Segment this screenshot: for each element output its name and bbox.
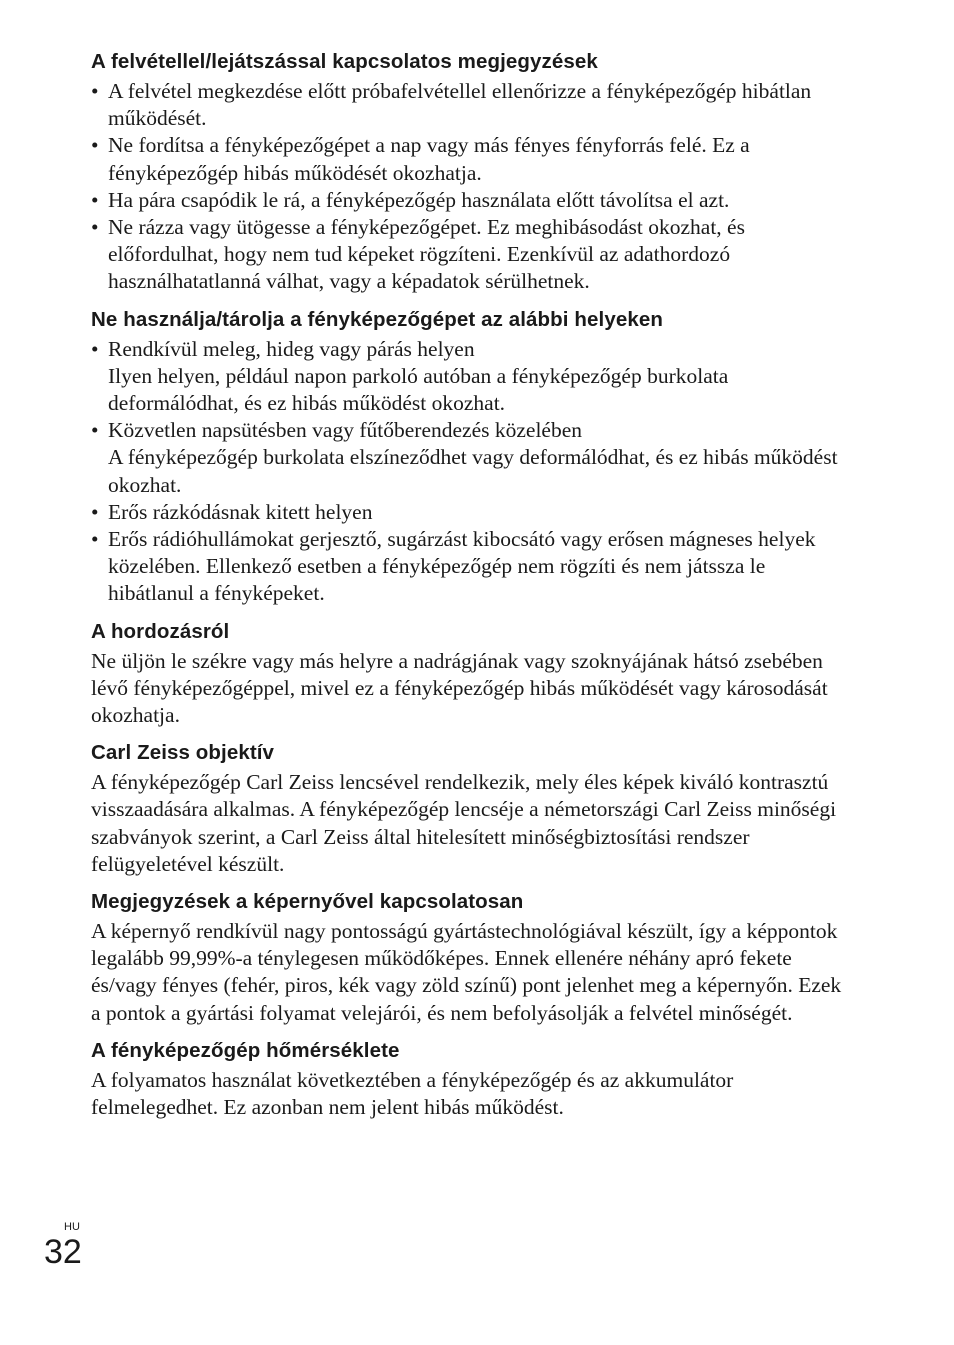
list-item [91,214,851,296]
section-body: Ne üljön le székre vagy más helyre a nadrágjának vagy szoknyájának hátsó zsebében lévő fényképezőgéppel, mivel ez a fényképezőgép hibás működését vagy károsodását okozhatja. [91,648,828,728]
bullet-glyph: • [91,527,99,552]
section-storage-locations [91,306,851,608]
footer-language-code: HU [64,1221,80,1233]
list-item-text: Ha pára csapódik le rá, a fényképezőgép használata előtt távolítsa el azt. [108,187,730,212]
bullet-glyph: • [91,336,99,361]
bullet-glyph: • [91,187,99,212]
list-item-text: Rendkívül meleg, hideg vagy párás helyen [108,336,475,361]
section-carl-zeiss-lens [91,739,851,878]
list-item [91,78,851,132]
list-item [91,336,851,418]
section-screen-notes [91,888,851,1027]
section-title: Carl Zeiss objektív [91,741,275,765]
section-body: A folyamatos használat következtében a fényképezőgép és az akkumulátor felmelegedhet. Ez azonban nem jelent hibás működést. [91,1067,734,1120]
section-title: A fényképezőgép hőmérséklete [91,1038,400,1062]
bullet-list [91,336,851,608]
list-item-subtext: A fényképezőgép burkolata elszíneződhet vagy deformálódhat, és ez hibás működést okozhat. [108,445,838,497]
bullet-glyph: • [91,418,99,443]
list-item-text: Ne fordítsa a fényképezőgépet a nap vagy más fényes fényforrás felé. Ez a fényképezőgép hibás működését okozhatja. [108,133,750,185]
section-body: A fényképezőgép Carl Zeiss lencsével rendelkezik, mely éles képek kiváló kontrasztú visszaadására alkalmas. A fényképezőgép lencséje a németországi Carl Zeiss minőségi szabványok szerint, a Carl Zeiss által hitelesített minőségbiztosítási rendszer felügyeletével készült. [91,770,837,876]
section-title: A hordozásról [91,619,230,643]
list-item [91,187,851,214]
section-title: A felvétellel/lejátszással kapcsolatos megjegyzések [91,50,598,73]
bullet-glyph: • [91,133,99,158]
section-title: Ne használja/tárolja a fényképezőgépet az alábbi helyeken [91,307,663,331]
section-camera-temperature [91,1037,851,1121]
section-title: Megjegyzések a képernyővel kapcsolatosan [91,890,524,914]
bullet-glyph: • [91,215,99,240]
list-item-text: A felvétel megkezdése előtt próbafelvétellel ellenőrizze a fényképezőgép hibátlan működését. [108,79,812,131]
list-item [91,499,851,526]
page-number: 32 [44,1233,82,1271]
bullet-glyph: • [91,79,99,103]
list-item-subtext: Ilyen helyen, például napon parkoló autóban a fényképezőgép burkolata deformálódhat, és ez hibás működést okozhat. [108,363,729,416]
section-body: A képernyő rendkívül nagy pontosságú gyártástechnológiával készült, így a képpontok legalább 99,99%-a ténylegesen működőképes. Ennek ellenére néhány apró fekete és/vagy fényes (fehér, piros, kék vagy zöld színű) pont jelenhet meg a képernyőn. Ezek a pontok a gyártási folyamat velejárói, és nem befolyásolják a felvétel minőségét. [91,919,842,1025]
list-item-text: Erős rádióhullámokat gerjesztő, sugárzást kibocsátó vagy erősen mágneses helyek közelében. Ellenkező esetben a fényképezőgép nem rögzíti és nem játssza le hibátlanul a fényképeket. [108,527,816,606]
list-item [91,526,851,608]
bullet-glyph: • [91,499,99,524]
section-recording-playback-notes [91,48,851,296]
list-item-text: Erős rázkódásnak kitett helyen [108,499,373,524]
manual-page [91,48,851,1131]
section-carrying [91,618,851,730]
list-item-text: Közvetlen napsütésben vagy fűtőberendezés közelében [108,418,582,443]
bullet-list [91,78,851,296]
list-item [91,132,851,186]
list-item-text: Ne rázza vagy ütögesse a fényképezőgépet. Ez meghibásodást okozhat, és előfordulhat, hogy nem tud képeket rögzíteni. Ezenkívül az adathordozó használhatatlanná válhat, vagy a képadatok sérülhetnek. [108,215,745,294]
list-item [91,417,851,499]
